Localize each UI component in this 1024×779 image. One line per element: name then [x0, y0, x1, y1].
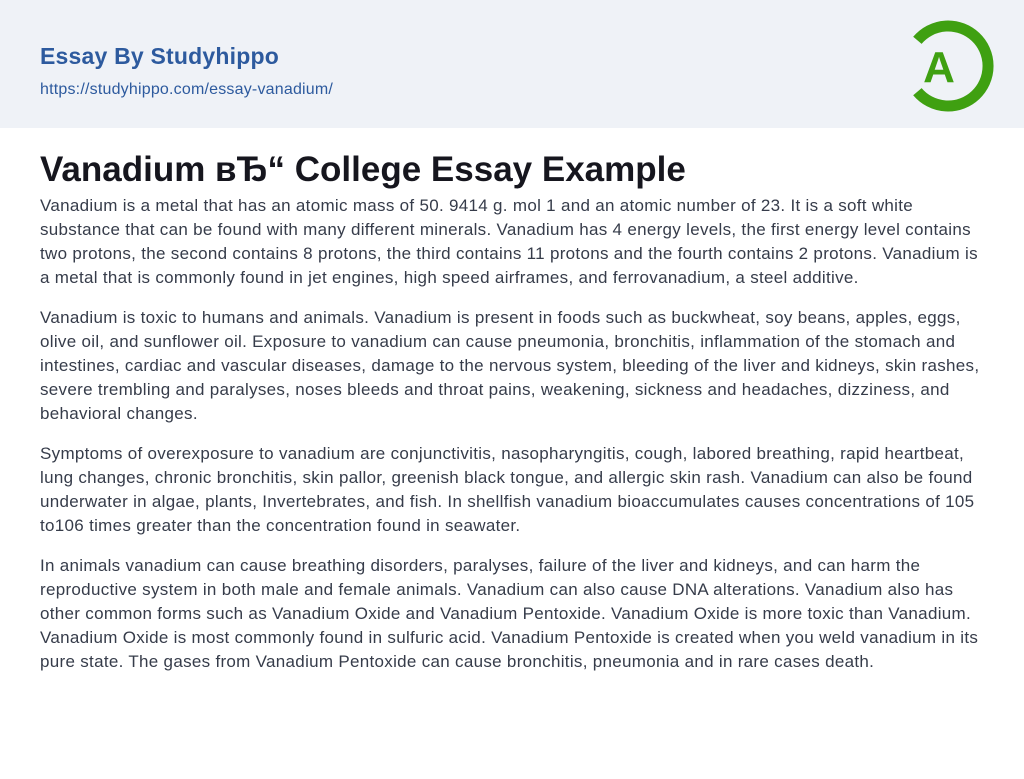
site-title: Essay By Studyhippo: [40, 43, 279, 69]
header-text-group: [40, 44, 1024, 99]
page-title: Vanadium вЂ“ College Essay Example: [40, 150, 686, 189]
site-header: [0, 0, 1024, 128]
logo-letter: A: [923, 43, 955, 92]
logo-svg: [902, 20, 994, 112]
essay-paragraph-1: Vanadium is a metal that has an atomic mass of 50. 9414 g. mol 1 and an atomic number of 23. It is a soft white substance that can be found with many different minerals. Vanadium has 4 energy levels, the first energy level contains two protons, the second contains 8 protons, the third contains 11 protons and the fourth contains 2 protons. Vanadium is a metal that is commonly found in jet engines, high speed airframes, and ferrovanadium, a steel additive.: [40, 195, 978, 287]
essay-url-link[interactable]: https://studyhippo.com/essay-vanadium/: [40, 81, 334, 99]
essay-paragraph-4: In animals vanadium can cause breathing disorders, paralyses, failure of the liver and kidneys, and can harm the reproductive system in both male and female animals. Vanadium can also cause DNA alterations. Vanadium also has other common forms such as Vanadium Oxide and Vanadium Pentoxide. Vanadium Oxide is more toxic than Vanadium. Vanadium Oxide is most commonly found in sulfuric acid. Vanadium Pentoxide is created when you weld vanadium in its pure state. The gases from Vanadium Pentoxide can cause bronchitis, pneumonia and in rare cases death.: [40, 555, 979, 671]
essay-paragraph-2: Vanadium is toxic to humans and animals. Vanadium is present in foods such as buckwheat, soy beans, apples, eggs, olive oil, and sunflower oil. Exposure to vanadium can cause pneumonia, bronchitis, inflammation of the stomach and intestines, cardiac and vascular diseases, damage to the nervous system, bleeding of the liver and kidneys, skin rashes, severe trembling and paralyses, noses bleeds and throat pains, weakening, sickness and headaches, dizziness, and behavioral changes.: [40, 307, 980, 423]
essay-content: [0, 148, 1024, 674]
studyhippo-logo: [902, 20, 994, 112]
essay-paragraph-3: Symptoms of overexposure to vanadium are conjunctivitis, nasopharyngitis, cough, labored breathing, rapid heartbeat, lung changes, chronic bronchitis, skin pallor, greenish black tongue, and allergic skin rash. Vanadium can also be found underwater in algae, plants, Invertebrates, and fish. In shellfish vanadium bioaccumulates causes concentrations of 105 to106 times greater than the concentration found in seawater.: [40, 443, 975, 535]
